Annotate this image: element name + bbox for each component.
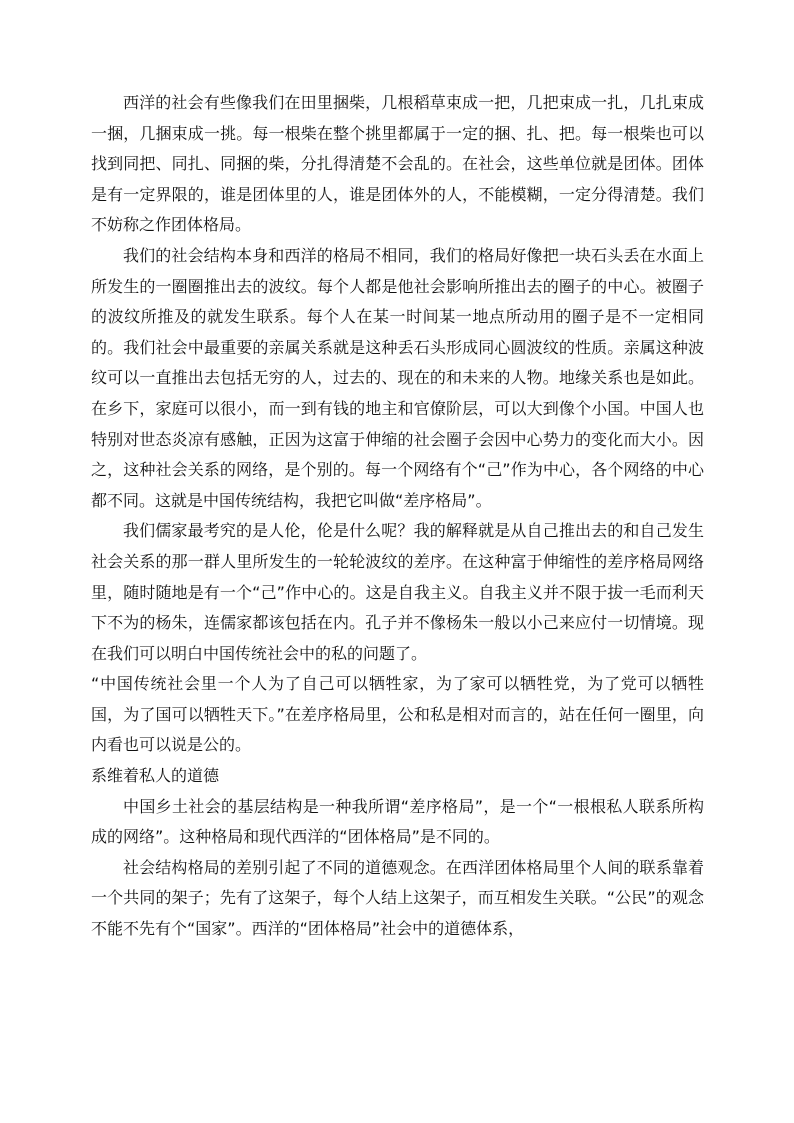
paragraph-moral-concepts: 社会结构格局的差别引起了不同的道德观念。在西洋团体格局里个人间的联系靠着一个共同的架子；先有了这架子，每个人结上这架子，而互相发生关联。“公民”的观念不能不先有个“国家”。西洋的“团体格局”社会中的道德体系， bbox=[91, 857, 704, 939]
paragraph-rural-structure: 中国乡土社会的基层结构是一种我所谓“差序格局”，是一个“一根根私人联系所构成的网络”。这种格局和现代西洋的“团体格局”是不同的。 bbox=[91, 796, 704, 847]
paragraph-differential-pattern: 我们的社会结构本身和西洋的格局不相同，我们的格局好像把一块石头丢在水面上所发生的一圈圈推出去的波纹。每个人都是他社会影响所推出去的圈子的中心。被圈子的波纹所推及的就发生联系。每个人在某一时间某一地点所动用的圈子是不一定相同的。我们社会中最重要的亲属关系就是这种丢石头形成同心圆波纹的性质。亲属这种波纹可以一直推出去包括无穷的人，过去的、现在的和未来的人物。地缘关系也是如此。在乡下，家庭可以很小，而一到有钱的地主和官僚阶层，可以大到像个小国。中国人也特别对世态炎凉有感触，正因为这富于伸缩的社会圈子会因中心势力的变化而大小。因之，这种社会关系的网络，是个别的。每一个网络有个“己”作为中心，各个网络的中心都不同。这就是中国传统结构，我把它叫做“差序格局”。 bbox=[91, 245, 704, 510]
paragraph-confucian-ethics: 我们儒家最考究的是人伦，伦是什么呢？我的解释就是从自己推出去的和自己发生社会关系的那一群人里所发生的一轮轮波纹的差序。在这种富于伸缩性的差序格局网络里，随时随地是有一个“己”作中心的。这是自我主义。自我主义并不限于拔一毛而利天下不为的杨朱，连儒家都该包括在内。孔子并不像杨朱一般以小己来应付一切情境。现在我们可以明白中国传统社会中的私的问题了。 bbox=[91, 521, 704, 663]
paragraph-quotation: “中国传统社会里一个人为了自己可以牺牲家，为了家可以牺牲党，为了党可以牺牲国，为了国可以牺牲天下。”在差序格局里，公和私是相对而言的，站在任何一圈里，向内看也可以说是公的。 bbox=[91, 674, 704, 755]
document-page bbox=[91, 88, 704, 945]
section-heading: 系维着私人的道德 bbox=[91, 766, 220, 786]
paragraph-western-society: 西洋的社会有些像我们在田里捆柴，几根稻草束成一把，几把束成一扎，几扎束成一捆，几捆束成一挑。每一根柴在整个挑里都属于一定的捆、扎、把。每一根柴也可以找到同把、同扎、同捆的柴，分扎得清楚不会乱的。在社会，这些单位就是团体。团体是有一定界限的，谁是团体里的人，谁是团体外的人，不能模糊，一定分得清楚。我们不妨称之作团体格局。 bbox=[91, 93, 704, 235]
